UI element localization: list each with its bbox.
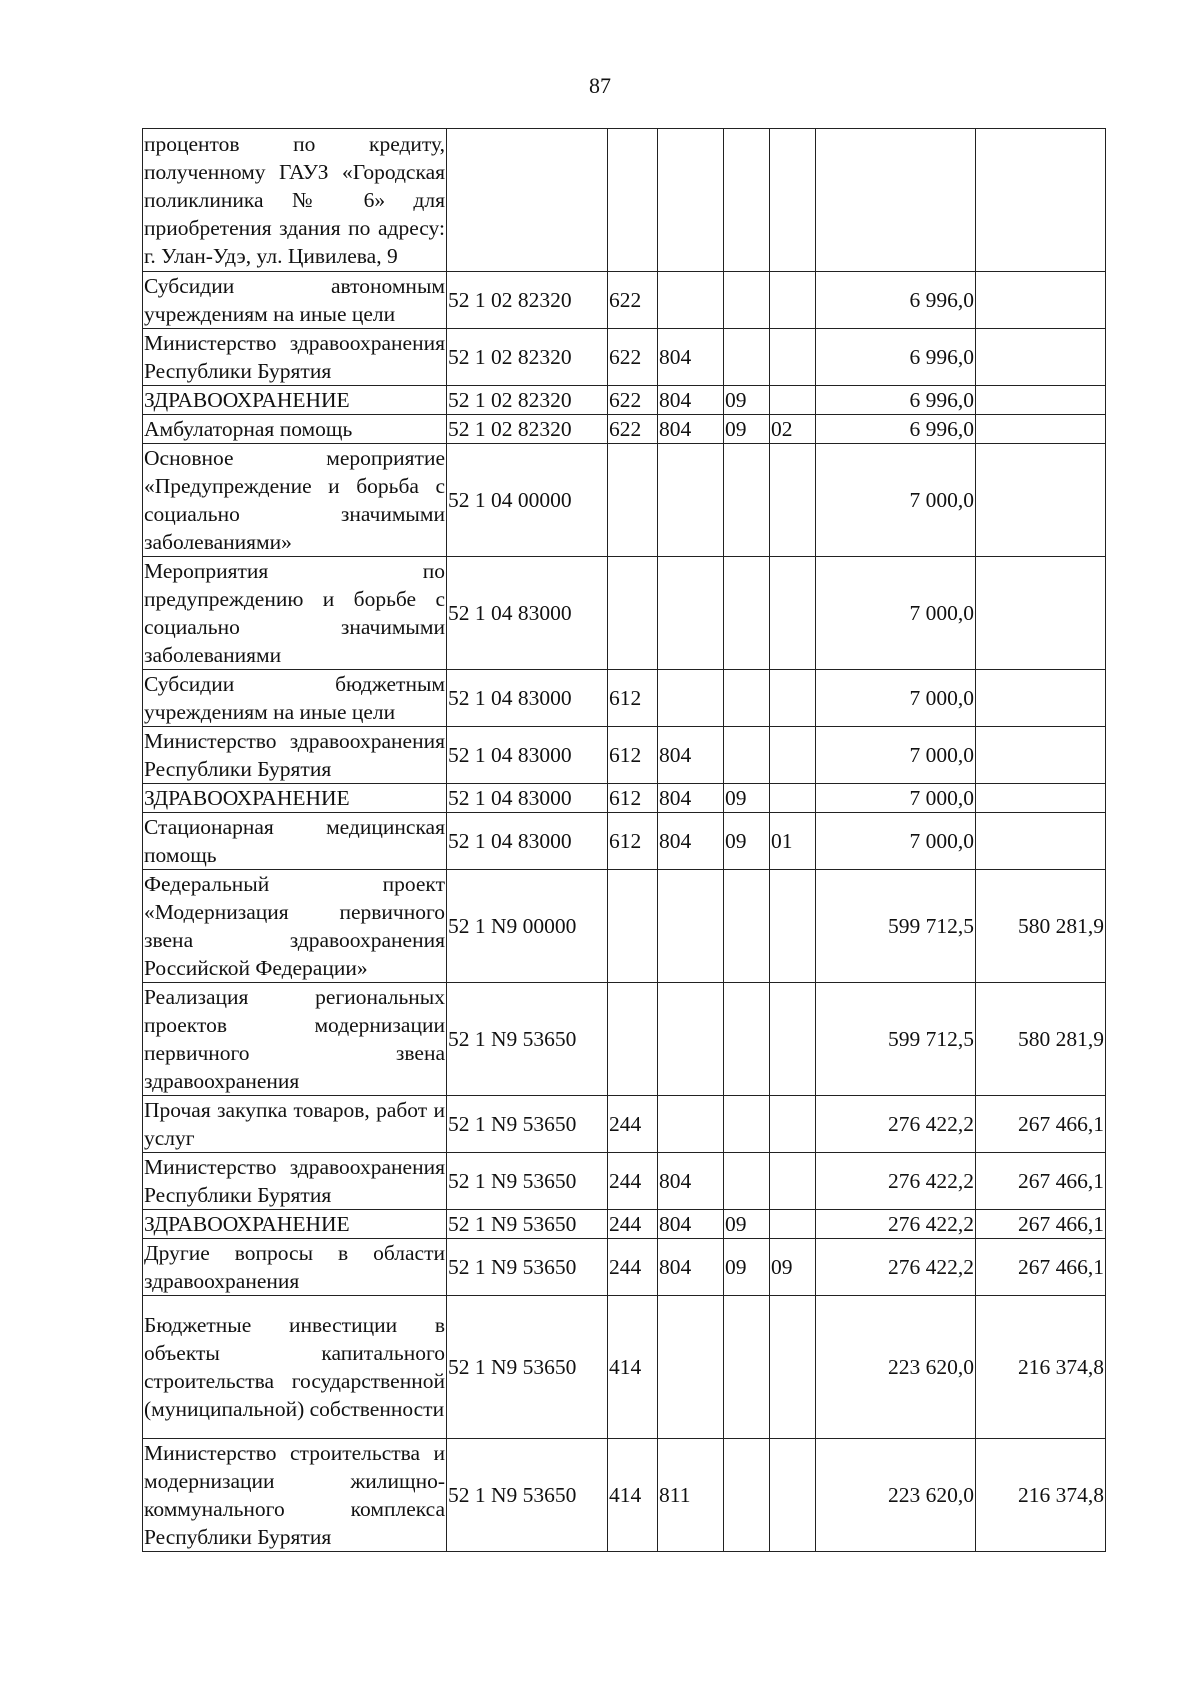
cell-amount-2 [976,727,1106,784]
cell-amount-1: 6 996,0 [816,415,976,444]
cell-name: Субсидии автономным учреждениям на иные цели [143,272,447,329]
cell-section [724,557,770,670]
cell-section [724,1296,770,1439]
cell-amount-1: 6 996,0 [816,329,976,386]
cell-target-article: 52 1 04 83000 [447,557,608,670]
cell-subsection [770,983,816,1096]
cell-subsection [770,386,816,415]
table-row [143,1296,1106,1439]
budget-table-body [143,129,1106,1552]
cell-target-article: 52 1 N9 53650 [447,1296,608,1439]
table-row [143,557,1106,670]
cell-name: Прочая закупка товаров, работ и услуг [143,1096,447,1153]
cell-section [724,129,770,272]
cell-section [724,670,770,727]
cell-ministry-code: 804 [658,784,724,813]
table-row [143,727,1106,784]
cell-amount-1: 7 000,0 [816,784,976,813]
cell-target-article: 52 1 N9 53650 [447,1210,608,1239]
cell-amount-1: 276 422,2 [816,1210,976,1239]
cell-name: ЗДРАВООХРАНЕНИЕ [143,784,447,813]
cell-subsection [770,1296,816,1439]
table-row [143,415,1106,444]
cell-name: ЗДРАВООХРАНЕНИЕ [143,1210,447,1239]
cell-expense-type: 622 [608,272,658,329]
cell-expense-type [608,557,658,670]
cell-subsection [770,272,816,329]
cell-ministry-code: 804 [658,1210,724,1239]
cell-section [724,727,770,784]
cell-subsection: 09 [770,1239,816,1296]
cell-ministry-code: 804 [658,386,724,415]
table-row [143,1153,1106,1210]
budget-table [142,128,1106,1552]
cell-target-article: 52 1 04 83000 [447,670,608,727]
cell-ministry-code [658,557,724,670]
cell-name: Федеральный проект «Модернизация первичного звена здравоохранения Российской Федерации» [143,870,447,983]
table-row [143,1210,1106,1239]
cell-expense-type: 612 [608,813,658,870]
table-row [143,444,1106,557]
cell-section [724,983,770,1096]
cell-section [724,329,770,386]
table-row [143,272,1106,329]
cell-subsection [770,1096,816,1153]
cell-subsection [770,444,816,557]
cell-amount-1: 599 712,5 [816,983,976,1096]
cell-ministry-code: 804 [658,813,724,870]
cell-ministry-code [658,870,724,983]
cell-amount-1: 276 422,2 [816,1096,976,1153]
cell-amount-1: 6 996,0 [816,272,976,329]
cell-name: Другие вопросы в области здравоохранения [143,1239,447,1296]
cell-amount-1: 276 422,2 [816,1153,976,1210]
cell-subsection [770,1210,816,1239]
cell-name: Мероприятия по предупреждению и борьбе с социально значимыми заболеваниями [143,557,447,670]
cell-amount-2: 267 466,1 [976,1239,1106,1296]
cell-amount-2: 216 374,8 [976,1439,1106,1552]
cell-name: Основное мероприятие «Предупреждение и борьба с социально значимыми заболеваниями» [143,444,447,557]
cell-expense-type [608,444,658,557]
cell-ministry-code: 804 [658,329,724,386]
cell-amount-2: 216 374,8 [976,1296,1106,1439]
cell-expense-type: 622 [608,329,658,386]
cell-name: Министерство здравоохранения Республики Бурятия [143,1153,447,1210]
cell-amount-1 [816,129,976,272]
cell-amount-1: 7 000,0 [816,557,976,670]
cell-target-article: 52 1 02 82320 [447,329,608,386]
cell-amount-2 [976,386,1106,415]
cell-expense-type: 414 [608,1439,658,1552]
cell-ministry-code [658,444,724,557]
cell-amount-2 [976,415,1106,444]
cell-amount-2 [976,272,1106,329]
cell-section [724,272,770,329]
table-row [143,329,1106,386]
cell-subsection [770,870,816,983]
cell-expense-type: 244 [608,1210,658,1239]
cell-amount-2: 267 466,1 [976,1153,1106,1210]
cell-subsection: 01 [770,813,816,870]
cell-subsection [770,329,816,386]
cell-amount-1: 7 000,0 [816,444,976,557]
cell-expense-type: 244 [608,1096,658,1153]
cell-name: Министерство строительства и модернизации жилищно-коммунального комплекса Республики Бурятия [143,1439,447,1552]
cell-name: Стационарная медицинская помощь [143,813,447,870]
cell-section [724,1096,770,1153]
cell-amount-1: 7 000,0 [816,727,976,784]
cell-subsection: 02 [770,415,816,444]
table-row [143,386,1106,415]
cell-expense-type [608,129,658,272]
cell-name: Амбулаторная помощь [143,415,447,444]
cell-name: Реализация региональных проектов модернизации первичного звена здравоохранения [143,983,447,1096]
cell-expense-type: 244 [608,1153,658,1210]
cell-amount-2 [976,557,1106,670]
cell-ministry-code: 804 [658,1153,724,1210]
cell-amount-1: 6 996,0 [816,386,976,415]
cell-subsection [770,1153,816,1210]
cell-subsection [770,129,816,272]
cell-section: 09 [724,1210,770,1239]
cell-expense-type: 622 [608,415,658,444]
cell-amount-2 [976,444,1106,557]
table-row [143,1239,1106,1296]
cell-amount-1: 276 422,2 [816,1239,976,1296]
cell-ministry-code [658,983,724,1096]
cell-expense-type: 612 [608,727,658,784]
cell-ministry-code [658,1096,724,1153]
cell-ministry-code: 804 [658,1239,724,1296]
cell-amount-1: 599 712,5 [816,870,976,983]
table-row [143,1439,1106,1552]
cell-name: ЗДРАВООХРАНЕНИЕ [143,386,447,415]
cell-section [724,870,770,983]
cell-amount-1: 223 620,0 [816,1439,976,1552]
table-row [143,983,1106,1096]
cell-subsection [770,670,816,727]
cell-section [724,1153,770,1210]
cell-subsection [770,557,816,670]
table-row [143,670,1106,727]
cell-amount-1: 223 620,0 [816,1296,976,1439]
cell-subsection [770,784,816,813]
cell-amount-1: 7 000,0 [816,813,976,870]
cell-name: процентов по кредиту, полученному ГАУЗ «Городская поликлиника № 6» для приобретения здания по адресу: г. Улан-Удэ, ул. Цивилева, 9 [143,129,447,272]
cell-amount-2 [976,329,1106,386]
cell-target-article: 52 1 02 82320 [447,272,608,329]
page-number: 87 [589,73,611,98]
table-row [143,129,1106,272]
cell-expense-type: 414 [608,1296,658,1439]
cell-ministry-code [658,670,724,727]
cell-target-article: 52 1 04 83000 [447,813,608,870]
table-row [143,870,1106,983]
cell-ministry-code: 804 [658,415,724,444]
cell-expense-type: 622 [608,386,658,415]
cell-target-article: 52 1 04 00000 [447,444,608,557]
cell-amount-2: 267 466,1 [976,1096,1106,1153]
cell-target-article: 52 1 02 82320 [447,386,608,415]
table-row [143,1096,1106,1153]
cell-section: 09 [724,1239,770,1296]
cell-ministry-code: 811 [658,1439,724,1552]
cell-target-article: 52 1 02 82320 [447,415,608,444]
cell-name: Министерство здравоохранения Республики Бурятия [143,329,447,386]
cell-amount-2: 267 466,1 [976,1210,1106,1239]
cell-target-article: 52 1 N9 53650 [447,1239,608,1296]
cell-target-article: 52 1 N9 53650 [447,1096,608,1153]
cell-section: 09 [724,813,770,870]
cell-target-article [447,129,608,272]
cell-section [724,1439,770,1552]
cell-section: 09 [724,784,770,813]
cell-expense-type [608,983,658,1096]
cell-ministry-code [658,1296,724,1439]
cell-expense-type: 244 [608,1239,658,1296]
cell-target-article: 52 1 N9 53650 [447,1153,608,1210]
cell-amount-2 [976,813,1106,870]
cell-amount-2 [976,784,1106,813]
cell-section: 09 [724,386,770,415]
cell-ministry-code [658,272,724,329]
cell-subsection [770,727,816,784]
cell-amount-2: 580 281,9 [976,983,1106,1096]
cell-target-article: 52 1 04 83000 [447,784,608,813]
cell-expense-type: 612 [608,784,658,813]
cell-amount-2 [976,129,1106,272]
cell-target-article: 52 1 N9 53650 [447,983,608,1096]
cell-target-article: 52 1 04 83000 [447,727,608,784]
cell-target-article: 52 1 N9 00000 [447,870,608,983]
cell-name: Субсидии бюджетным учреждениям на иные цели [143,670,447,727]
cell-ministry-code [658,129,724,272]
table-row [143,784,1106,813]
cell-expense-type: 612 [608,670,658,727]
cell-section [724,444,770,557]
cell-expense-type [608,870,658,983]
table-row [143,813,1106,870]
cell-amount-2: 580 281,9 [976,870,1106,983]
cell-subsection [770,1439,816,1552]
cell-ministry-code: 804 [658,727,724,784]
cell-name: Министерство здравоохранения Республики Бурятия [143,727,447,784]
cell-target-article: 52 1 N9 53650 [447,1439,608,1552]
cell-section: 09 [724,415,770,444]
cell-name: Бюджетные инвестиции в объекты капитального строительства государственной (муниципальной) собственности [143,1296,447,1439]
cell-amount-1: 7 000,0 [816,670,976,727]
cell-amount-2 [976,670,1106,727]
